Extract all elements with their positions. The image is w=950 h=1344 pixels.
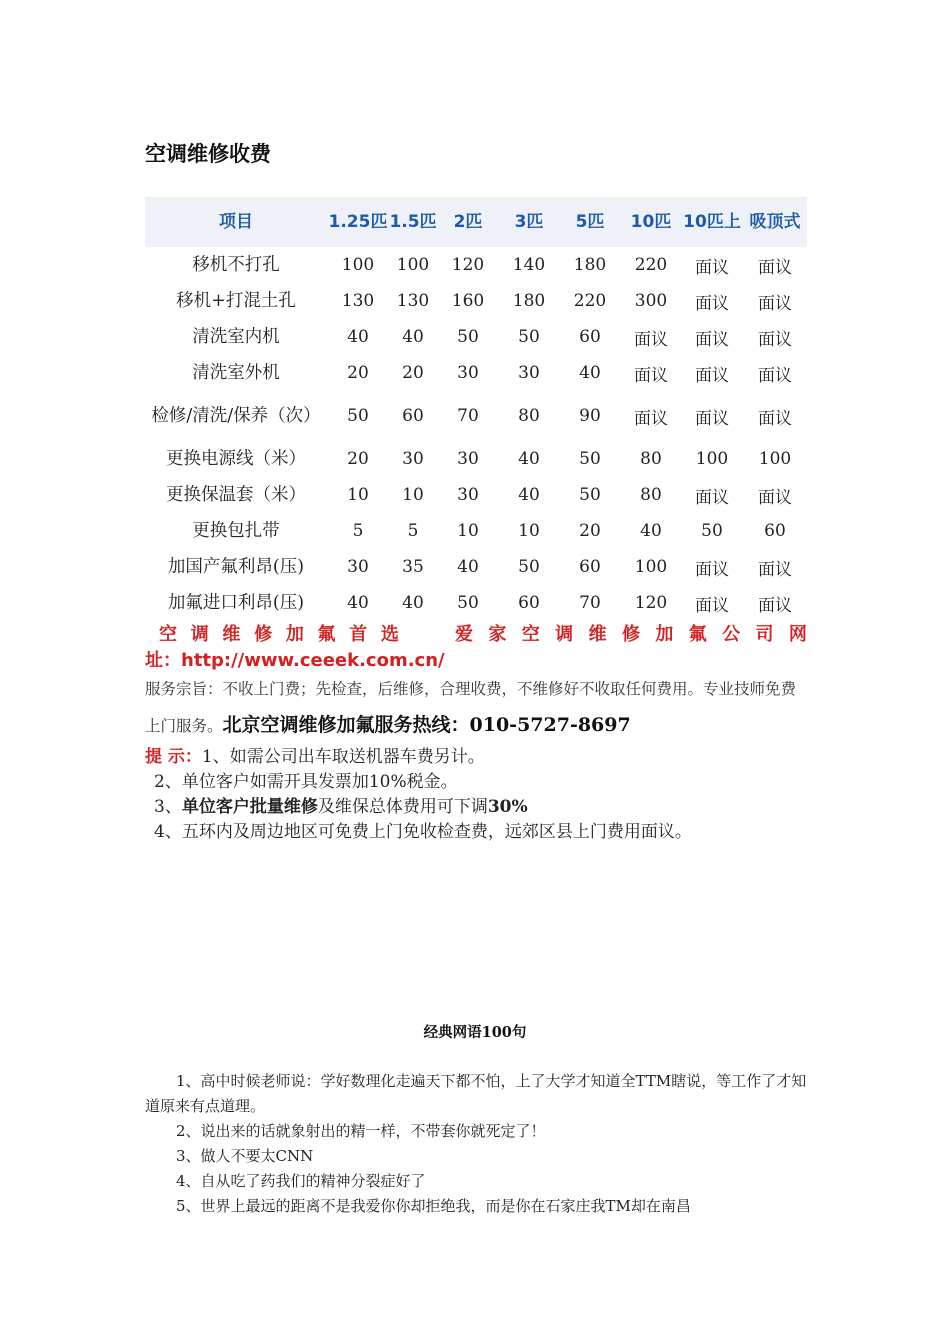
price-cell: 160 <box>451 291 485 311</box>
table-row <box>145 585 807 621</box>
header-cell: 3匹 <box>499 197 559 247</box>
price-cell: 40 <box>402 593 424 613</box>
tip-percent: 30% <box>487 797 528 817</box>
price-cell: 140 <box>512 255 546 275</box>
header-cell: 吸顶式 <box>743 197 807 247</box>
row-item-label: 加国产氟利昂(压) <box>167 557 305 577</box>
row-item-label: 清洗室外机 <box>192 363 280 383</box>
price-cell: 30 <box>457 449 479 469</box>
price-cell: 300 <box>634 291 668 311</box>
header-cell: 10匹上 <box>681 197 743 247</box>
row-item-label: 清洗室内机 <box>192 327 280 347</box>
table-row <box>145 441 807 477</box>
tip-num: 3、 <box>154 797 182 817</box>
price-cell: 120 <box>451 255 485 275</box>
price-cell: 50 <box>457 327 479 347</box>
price-cell: 100 <box>396 255 430 275</box>
price-cell: 面议 <box>634 365 668 386</box>
price-cell: 100 <box>341 255 375 275</box>
price-cell: 60 <box>402 406 424 426</box>
row-item-label: 更换电源线（米） <box>166 449 306 469</box>
tip-bold: 单位客户批量维修 <box>181 797 318 817</box>
price-cell: 50 <box>457 593 479 613</box>
price-cell: 60 <box>518 593 540 613</box>
price-cell: 50 <box>701 521 723 541</box>
price-cell: 面议 <box>758 408 792 429</box>
row-item-label: 更换包扎带 <box>192 521 280 541</box>
page-title: 空调维修收费 <box>145 142 271 166</box>
quotes-list <box>145 1069 807 1219</box>
tip-item <box>145 795 815 820</box>
price-cell: 面议 <box>758 257 792 278</box>
hotline: 北京空调维修加氟服务热线：010-5727-8697 <box>222 714 631 736</box>
price-cell: 50 <box>518 327 540 347</box>
table-row <box>145 355 807 391</box>
row-item-label: 移机+打混土孔 <box>176 291 296 311</box>
price-cell: 80 <box>640 449 662 469</box>
quote-item: 1、高中时候老师说：学好数理化走遍天下都不怕，上了大学才知道全TTM瞎说，等工作了才知道原来有点道理。 <box>145 1072 807 1115</box>
price-cell: 30 <box>347 557 369 577</box>
price-cell: 90 <box>579 406 601 426</box>
price-cell: 面议 <box>695 595 729 616</box>
price-cell: 10 <box>457 521 479 541</box>
price-cell: 40 <box>518 485 540 505</box>
price-cell: 40 <box>347 327 369 347</box>
price-cell: 面议 <box>758 329 792 350</box>
header-cell: 1.5匹 <box>389 197 437 247</box>
price-cell: 面议 <box>758 293 792 314</box>
price-table <box>145 197 807 621</box>
price-cell: 40 <box>518 449 540 469</box>
tip-item: 4、五环内及周边地区可免费上门免收检查费，远郊区县上门费用面议。 <box>154 822 692 842</box>
header-cell: 1.25匹 <box>327 197 389 247</box>
price-cell: 50 <box>347 406 369 426</box>
service-statement <box>145 671 807 744</box>
quote-item: 2、说出来的话就象射出的精一样，不带套你就死定了！ <box>176 1122 546 1140</box>
tips-label: 提 示： <box>145 747 202 767</box>
quotes-title: 经典网语100句 <box>423 1024 527 1041</box>
promo-url[interactable]: 址：http://www.ceeek.com.cn/ <box>145 650 445 671</box>
price-cell: 220 <box>634 255 668 275</box>
tips-section <box>145 745 815 845</box>
table-row <box>145 283 807 319</box>
promo-text-b: 爱 家 空 调 维 修 加 氟 公 司 网 <box>455 624 807 645</box>
price-cell: 20 <box>347 363 369 383</box>
price-cell: 30 <box>457 485 479 505</box>
price-cell: 10 <box>518 521 540 541</box>
row-item-label: 移机不打孔 <box>192 255 280 275</box>
table-header-row <box>145 197 807 247</box>
quote-item: 3、做人不要太CNN <box>176 1147 314 1165</box>
price-cell: 40 <box>347 593 369 613</box>
price-cell: 180 <box>512 291 546 311</box>
price-cell: 60 <box>579 557 601 577</box>
price-cell: 面议 <box>634 408 668 429</box>
price-cell: 5 <box>352 521 364 541</box>
price-cell: 50 <box>579 485 601 505</box>
price-cell: 面议 <box>634 329 668 350</box>
tip-text: 及维保总体费用可下调 <box>317 797 488 817</box>
price-cell: 220 <box>573 291 607 311</box>
table-row <box>145 477 807 513</box>
price-cell: 60 <box>579 327 601 347</box>
quote-item: 4、自从吃了药我们的精神分裂症好了 <box>176 1172 426 1190</box>
price-cell: 100 <box>695 449 729 469</box>
price-cell: 40 <box>457 557 479 577</box>
price-cell: 50 <box>518 557 540 577</box>
price-table-body <box>145 247 807 621</box>
price-cell: 10 <box>402 485 424 505</box>
price-cell: 30 <box>402 449 424 469</box>
promo-banner <box>145 622 807 674</box>
price-cell: 30 <box>457 363 479 383</box>
table-row <box>145 247 807 283</box>
price-cell: 面议 <box>758 487 792 508</box>
price-cell: 10 <box>347 485 369 505</box>
price-cell: 面议 <box>758 365 792 386</box>
header-cell: 2匹 <box>437 197 499 247</box>
price-cell: 面议 <box>695 559 729 580</box>
tip-item <box>145 745 815 770</box>
header-cell: 10匹 <box>621 197 681 247</box>
price-cell: 5 <box>407 521 419 541</box>
price-cell: 20 <box>402 363 424 383</box>
price-cell: 130 <box>341 291 375 311</box>
price-cell: 130 <box>396 291 430 311</box>
price-cell: 40 <box>640 521 662 541</box>
promo-text-a: 空 调 维 修 加 氟 首 选 <box>159 624 399 645</box>
price-cell: 60 <box>764 521 786 541</box>
price-cell: 100 <box>634 557 668 577</box>
table-row <box>145 513 807 549</box>
price-cell: 40 <box>579 363 601 383</box>
price-cell: 70 <box>579 593 601 613</box>
header-cell: 项目 <box>145 197 327 247</box>
price-cell: 40 <box>402 327 424 347</box>
row-item-label: 检修/清洗/保养（次） <box>151 406 321 426</box>
price-cell: 面议 <box>695 365 729 386</box>
price-cell: 50 <box>579 449 601 469</box>
price-cell: 面议 <box>758 559 792 580</box>
tip-text: 1、如需公司出车取送机器车费另计。 <box>201 747 485 767</box>
price-cell: 面议 <box>758 595 792 616</box>
row-item-label: 更换保温套（米） <box>166 485 306 505</box>
table-row <box>145 391 807 441</box>
price-cell: 120 <box>634 593 668 613</box>
quote-item: 5、世界上最远的距离不是我爱你你却拒绝我，而是你在石家庄我TM却在南昌 <box>176 1197 691 1215</box>
tip-item: 2、单位客户如需开具发票加10%税金。 <box>154 772 458 792</box>
header-cell: 5匹 <box>559 197 621 247</box>
price-cell: 35 <box>402 557 424 577</box>
price-cell: 80 <box>640 485 662 505</box>
price-cell: 30 <box>518 363 540 383</box>
price-cell: 70 <box>457 406 479 426</box>
price-cell: 100 <box>758 449 792 469</box>
price-cell: 面议 <box>695 487 729 508</box>
price-cell: 面议 <box>695 257 729 278</box>
row-item-label: 加氟进口利昂(压) <box>167 593 305 613</box>
promo-line-1 <box>145 622 807 648</box>
price-cell: 面议 <box>695 329 729 350</box>
price-cell: 面议 <box>695 408 729 429</box>
price-cell: 80 <box>518 406 540 426</box>
price-cell: 180 <box>573 255 607 275</box>
price-cell: 20 <box>579 521 601 541</box>
table-row <box>145 549 807 585</box>
price-cell: 20 <box>347 449 369 469</box>
service-text: 服务宗旨：不收上门费；先检查，后维修，合理收费，不维修好不收取任何费用。专业技师免费上门服务。 <box>145 680 797 735</box>
price-cell: 面议 <box>695 293 729 314</box>
table-row <box>145 319 807 355</box>
